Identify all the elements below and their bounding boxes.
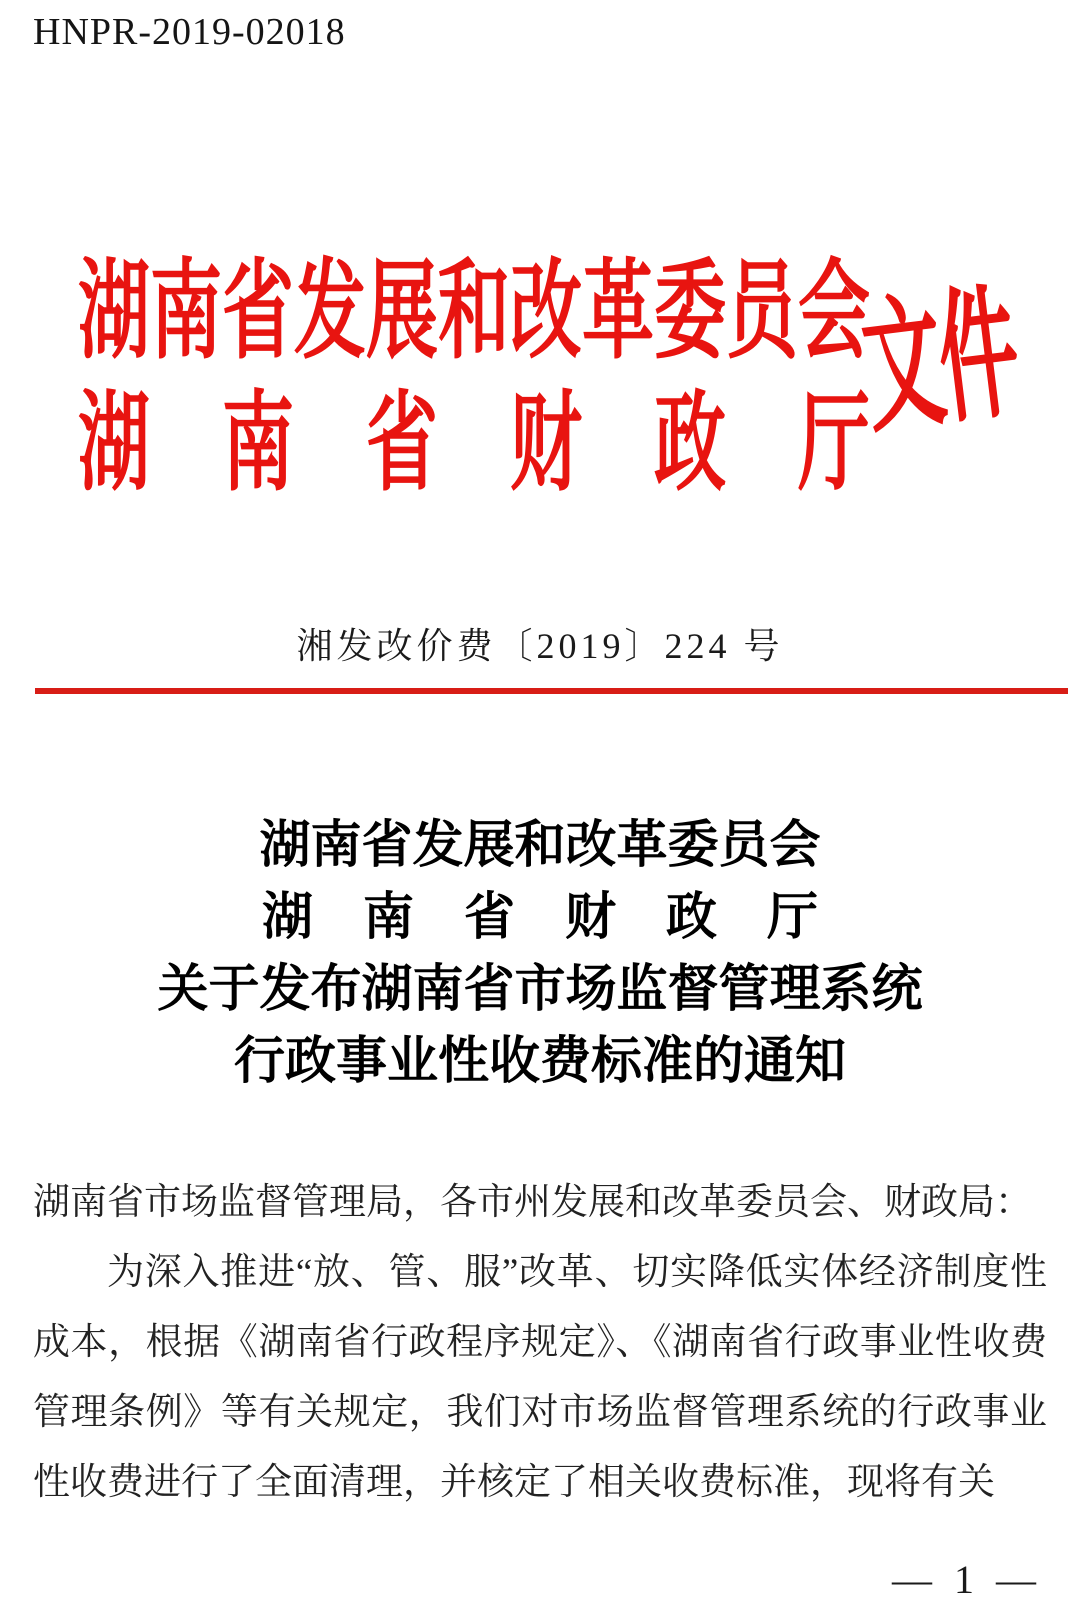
title-line-1: 湖南省发展和改革委员会: [259, 818, 821, 874]
letterhead-document-word: 文件: [854, 272, 1025, 451]
document-code: HNPR-2019-02018: [33, 11, 346, 53]
document-body: [33, 1168, 1047, 1518]
title-line-4: 行政事业性收费标准的通知: [233, 1034, 846, 1090]
title-line-3: 关于发布湖南省市场监督管理系统: [157, 962, 923, 1018]
red-separator-rule: [35, 688, 1068, 694]
reference-number: 湘发改价费〔2019〕224 号: [296, 626, 784, 666]
letterhead-issuer-line1: 湖南省发展和改革委员会: [78, 252, 871, 372]
document-title: [0, 810, 1080, 1098]
title-line-2: 湖南省财政厅: [262, 890, 818, 946]
body-salutation: 湖南省市场监督管理局，各市州发展和改革委员会、财政局：: [33, 1182, 1032, 1223]
letterhead-issuer-line2: 湖南省财政厅: [78, 384, 870, 504]
page-number: — 1 —: [892, 1557, 1042, 1602]
body-paragraph: 为深入推进“放、管、服”改革、切实降低实体经济制度性成本，根据《湖南省行政程序规定》、《湖南省行政事业性收费管理条例》等有关规定，我们对市场监督管理系统的行政事业性收费进行了全面清理，并核定了相关收费标准，现将有关: [33, 1252, 1047, 1503]
